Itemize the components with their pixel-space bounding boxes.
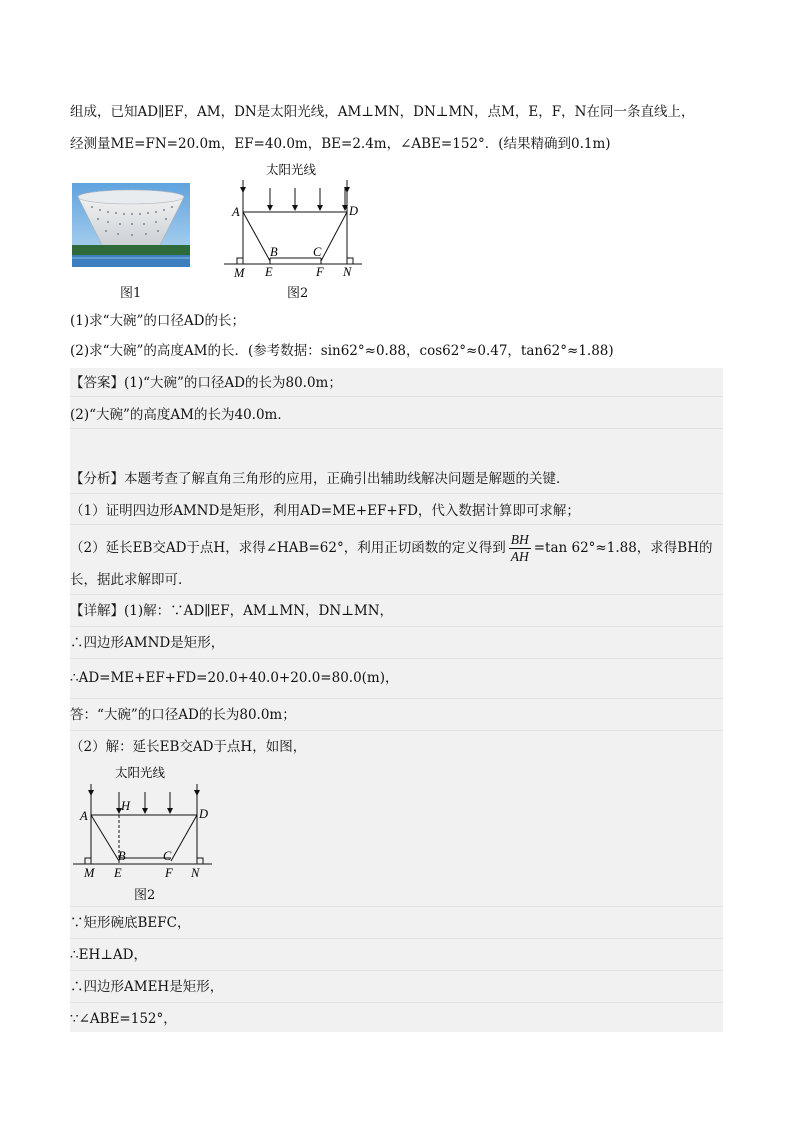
point-e-label: E: [265, 265, 273, 278]
detail-line-1: 【详解】(1)解：∵AD∥EF，AM⊥MN，DN⊥MN，: [70, 603, 394, 619]
bowl-building-photo: [72, 183, 190, 267]
point-m-label-2: M: [84, 866, 95, 880]
question-2: (2)求“大碗”的高度AM的长．(参考数据：sin62°≈0.88，cos62°≈0.47，tan62°≈1.88): [70, 343, 614, 359]
analysis-line-3: [70, 531, 712, 565]
detail-line-5: （2）解：延长EB交AD于点H，如图，: [70, 739, 307, 755]
sun-rays-label-2: 太阳光线: [115, 766, 166, 780]
analysis-line-4: 长，据此求解即可．: [70, 572, 192, 588]
figure-2-caption: 图2: [287, 286, 309, 301]
point-a-label: A: [232, 205, 240, 219]
detail-line-2: ∴四边形AMND是矩形，: [70, 635, 225, 651]
figure-1-caption: 图1: [120, 286, 142, 301]
point-d-label-2: D: [199, 807, 209, 821]
fraction-numerator: BH: [510, 532, 529, 547]
detail-line-8: ∴四边形AMEH是矩形，: [70, 979, 224, 995]
detail-line-6: ∵矩形碗底BEFC，: [70, 915, 191, 931]
analysis-line-3-start: （2）延长EB交AD于点H，求得∠HAB=62°，利用正切函数的定义得到: [70, 540, 506, 556]
point-f-label: F: [316, 265, 324, 278]
sun-rays-label: 太阳光线: [266, 163, 317, 177]
detail-line-9: ∵∠ABE=152°，: [70, 1011, 177, 1027]
analysis-line-2: （1）证明四边形AMND是矩形，利用AD=ME+EF+FD，代入数据计算即可求解；: [70, 503, 580, 519]
point-e-label-2: E: [114, 866, 122, 880]
point-b-label-2: B: [118, 849, 126, 863]
point-c-label-2: C: [163, 849, 172, 863]
analysis-line-1: 【分析】本题考查了解直角三角形的应用，正确引出辅助线解决问题是解题的关键．: [70, 471, 570, 487]
detail-line-3: ∴AD=ME+EF+FD=20.0+40.0+20.0=80.0(m)，: [70, 670, 399, 686]
point-m-label: M: [234, 266, 245, 278]
fraction-denominator: AH: [510, 549, 529, 564]
point-d-label: D: [349, 204, 359, 218]
figure-2-caption-repeat: 图2: [134, 888, 156, 903]
question-1: (1)求“大碗”的口径AD的长；: [70, 313, 245, 329]
answer-line-1: 【答案】(1)“大碗”的口径AD的长为80.0m；: [70, 375, 342, 391]
point-b-label: B: [270, 245, 278, 259]
detail-line-7: ∴EH⊥AD，: [70, 947, 147, 963]
point-n-label: N: [343, 265, 352, 278]
point-c-label: C: [313, 245, 322, 259]
answer-line-2: (2)“大碗”的高度AM的长为40.0m．: [70, 407, 291, 423]
point-a-label-2: A: [80, 809, 88, 823]
point-h-label: H: [121, 799, 131, 813]
diagram-figure-2-with-h: [70, 760, 220, 880]
point-n-label-2: N: [191, 866, 200, 880]
point-f-label-2: F: [165, 866, 173, 880]
problem-line-2: 经测量ME=FN=20.0m，EF=40.0m，BE=2.4m，∠ABE=152°．(结果精确到0.1m): [70, 136, 611, 152]
bh-over-ah-fraction: [509, 532, 531, 565]
detail-line-4: 答：“大碗”的口径AD的长为80.0m；: [70, 707, 296, 723]
diagram-figure-2: [222, 158, 367, 278]
analysis-line-3-end: =tan 62°≈1.88，求得BH的: [533, 540, 713, 556]
problem-line-1: 组成，已知AD∥EF，AM，DN是太阳光线，AM⊥MN，DN⊥MN，点M，E，F，N在同一条直线上，: [70, 104, 695, 120]
